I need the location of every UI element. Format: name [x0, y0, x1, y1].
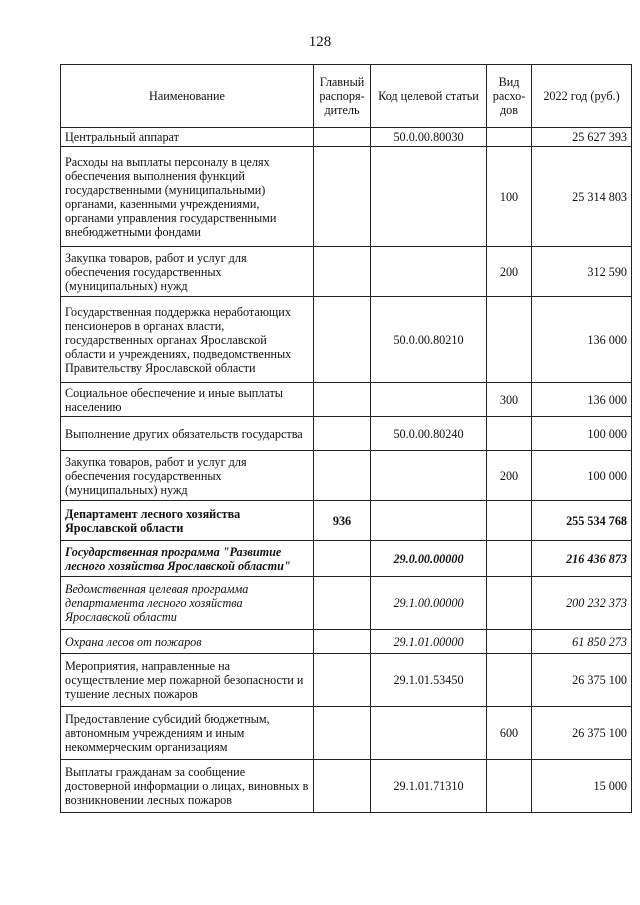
cell-expense-type	[487, 630, 532, 654]
cell-main-manager: 936	[314, 501, 371, 541]
table-row	[61, 760, 632, 813]
cell-expense-type	[487, 760, 532, 813]
cell-main-manager	[314, 147, 371, 247]
cell-name: Закупка товаров, работ и услуг для обеспечения государственных (муниципальных) нужд	[61, 451, 314, 501]
header-expense-type: Вид расхо-дов	[487, 65, 532, 128]
cell-amount: 200 232 373	[532, 577, 632, 630]
table-row	[61, 541, 632, 577]
budget-table	[60, 64, 632, 813]
cell-expense-type	[487, 541, 532, 577]
cell-name: Департамент лесного хозяйства Ярославской области	[61, 501, 314, 541]
cell-main-manager	[314, 247, 371, 297]
cell-expense-type: 100	[487, 147, 532, 247]
cell-amount: 312 590	[532, 247, 632, 297]
table-row	[61, 501, 632, 541]
cell-expense-type	[487, 128, 532, 147]
cell-name: Выплаты гражданам за сообщение достоверной информации о лицах, виновных в возникновении лесных пожаров	[61, 760, 314, 813]
cell-name: Государственная поддержка неработающих пенсионеров в органах власти, государственных органах Ярославской области и учреждениях, подведомственных Правительству Ярославской области	[61, 297, 314, 383]
cell-main-manager	[314, 128, 371, 147]
cell-expense-type	[487, 501, 532, 541]
cell-target-code: 29.1.00.00000	[371, 577, 487, 630]
cell-name: Мероприятия, направленные на осуществление мер пожарной безопасности и тушение лесных пожаров	[61, 654, 314, 707]
cell-main-manager	[314, 451, 371, 501]
cell-name: Расходы на выплаты персоналу в целях обеспечения выполнения функций государственными (муниципальными) органами, казенными учреждениями, органами управления государственными внебюджетными фондами	[61, 147, 314, 247]
cell-main-manager	[314, 707, 371, 760]
cell-target-code	[371, 707, 487, 760]
cell-target-code	[371, 383, 487, 417]
cell-target-code: 29.1.01.53450	[371, 654, 487, 707]
cell-target-code: 50.0.00.80240	[371, 417, 487, 451]
cell-name: Центральный аппарат	[61, 128, 314, 147]
cell-name: Предоставление субсидий бюджетным, автономным учреждениям и иным некоммерческим организациям	[61, 707, 314, 760]
cell-target-code: 50.0.00.80030	[371, 128, 487, 147]
cell-name: Социальное обеспечение и иные выплаты населению	[61, 383, 314, 417]
cell-amount: 136 000	[532, 297, 632, 383]
cell-amount: 26 375 100	[532, 707, 632, 760]
cell-target-code	[371, 501, 487, 541]
cell-main-manager	[314, 760, 371, 813]
cell-main-manager	[314, 297, 371, 383]
cell-main-manager	[314, 541, 371, 577]
cell-expense-type: 300	[487, 383, 532, 417]
cell-amount: 216 436 873	[532, 541, 632, 577]
cell-amount: 100 000	[532, 417, 632, 451]
cell-target-code	[371, 147, 487, 247]
cell-amount: 100 000	[532, 451, 632, 501]
cell-amount: 25 627 393	[532, 128, 632, 147]
header-name: Наименование	[61, 65, 314, 128]
cell-name: Ведомственная целевая программа департамента лесного хозяйства Ярославской области	[61, 577, 314, 630]
cell-name: Охрана лесов от пожаров	[61, 630, 314, 654]
cell-amount: 61 850 273	[532, 630, 632, 654]
cell-target-code	[371, 247, 487, 297]
header-main-manager: Главный распоря-дитель	[314, 65, 371, 128]
cell-expense-type: 200	[487, 451, 532, 501]
cell-name: Государственная программа "Развитие лесного хозяйства Ярославской области"	[61, 541, 314, 577]
cell-target-code: 29.0.00.00000	[371, 541, 487, 577]
cell-expense-type: 600	[487, 707, 532, 760]
table-row	[61, 417, 632, 451]
cell-amount: 26 375 100	[532, 654, 632, 707]
cell-main-manager	[314, 577, 371, 630]
cell-target-code: 50.0.00.80210	[371, 297, 487, 383]
cell-target-code: 29.1.01.71310	[371, 760, 487, 813]
cell-amount: 136 000	[532, 383, 632, 417]
table-body	[61, 128, 632, 813]
table-row	[61, 147, 632, 247]
table-row	[61, 577, 632, 630]
table-row	[61, 654, 632, 707]
cell-target-code	[371, 451, 487, 501]
cell-main-manager	[314, 630, 371, 654]
cell-amount: 25 314 803	[532, 147, 632, 247]
cell-expense-type	[487, 297, 532, 383]
header-amount-2022: 2022 год (руб.)	[532, 65, 632, 128]
cell-main-manager	[314, 383, 371, 417]
cell-name: Закупка товаров, работ и услуг для обеспечения государственных (муниципальных) нужд	[61, 247, 314, 297]
table-row	[61, 630, 632, 654]
table-row	[61, 247, 632, 297]
header-target-code: Код целевой статьи	[371, 65, 487, 128]
cell-expense-type: 200	[487, 247, 532, 297]
cell-expense-type	[487, 654, 532, 707]
table-row	[61, 128, 632, 147]
cell-target-code: 29.1.01.00000	[371, 630, 487, 654]
cell-name: Выполнение других обязательств государства	[61, 417, 314, 451]
table-header-row	[61, 65, 632, 128]
cell-main-manager	[314, 654, 371, 707]
cell-amount: 255 534 768	[532, 501, 632, 541]
cell-expense-type	[487, 577, 532, 630]
table-row	[61, 383, 632, 417]
cell-main-manager	[314, 417, 371, 451]
cell-expense-type	[487, 417, 532, 451]
page-number: 128	[308, 34, 332, 50]
table-row	[61, 297, 632, 383]
table-row	[61, 707, 632, 760]
table-row	[61, 451, 632, 501]
cell-amount: 15 000	[532, 760, 632, 813]
